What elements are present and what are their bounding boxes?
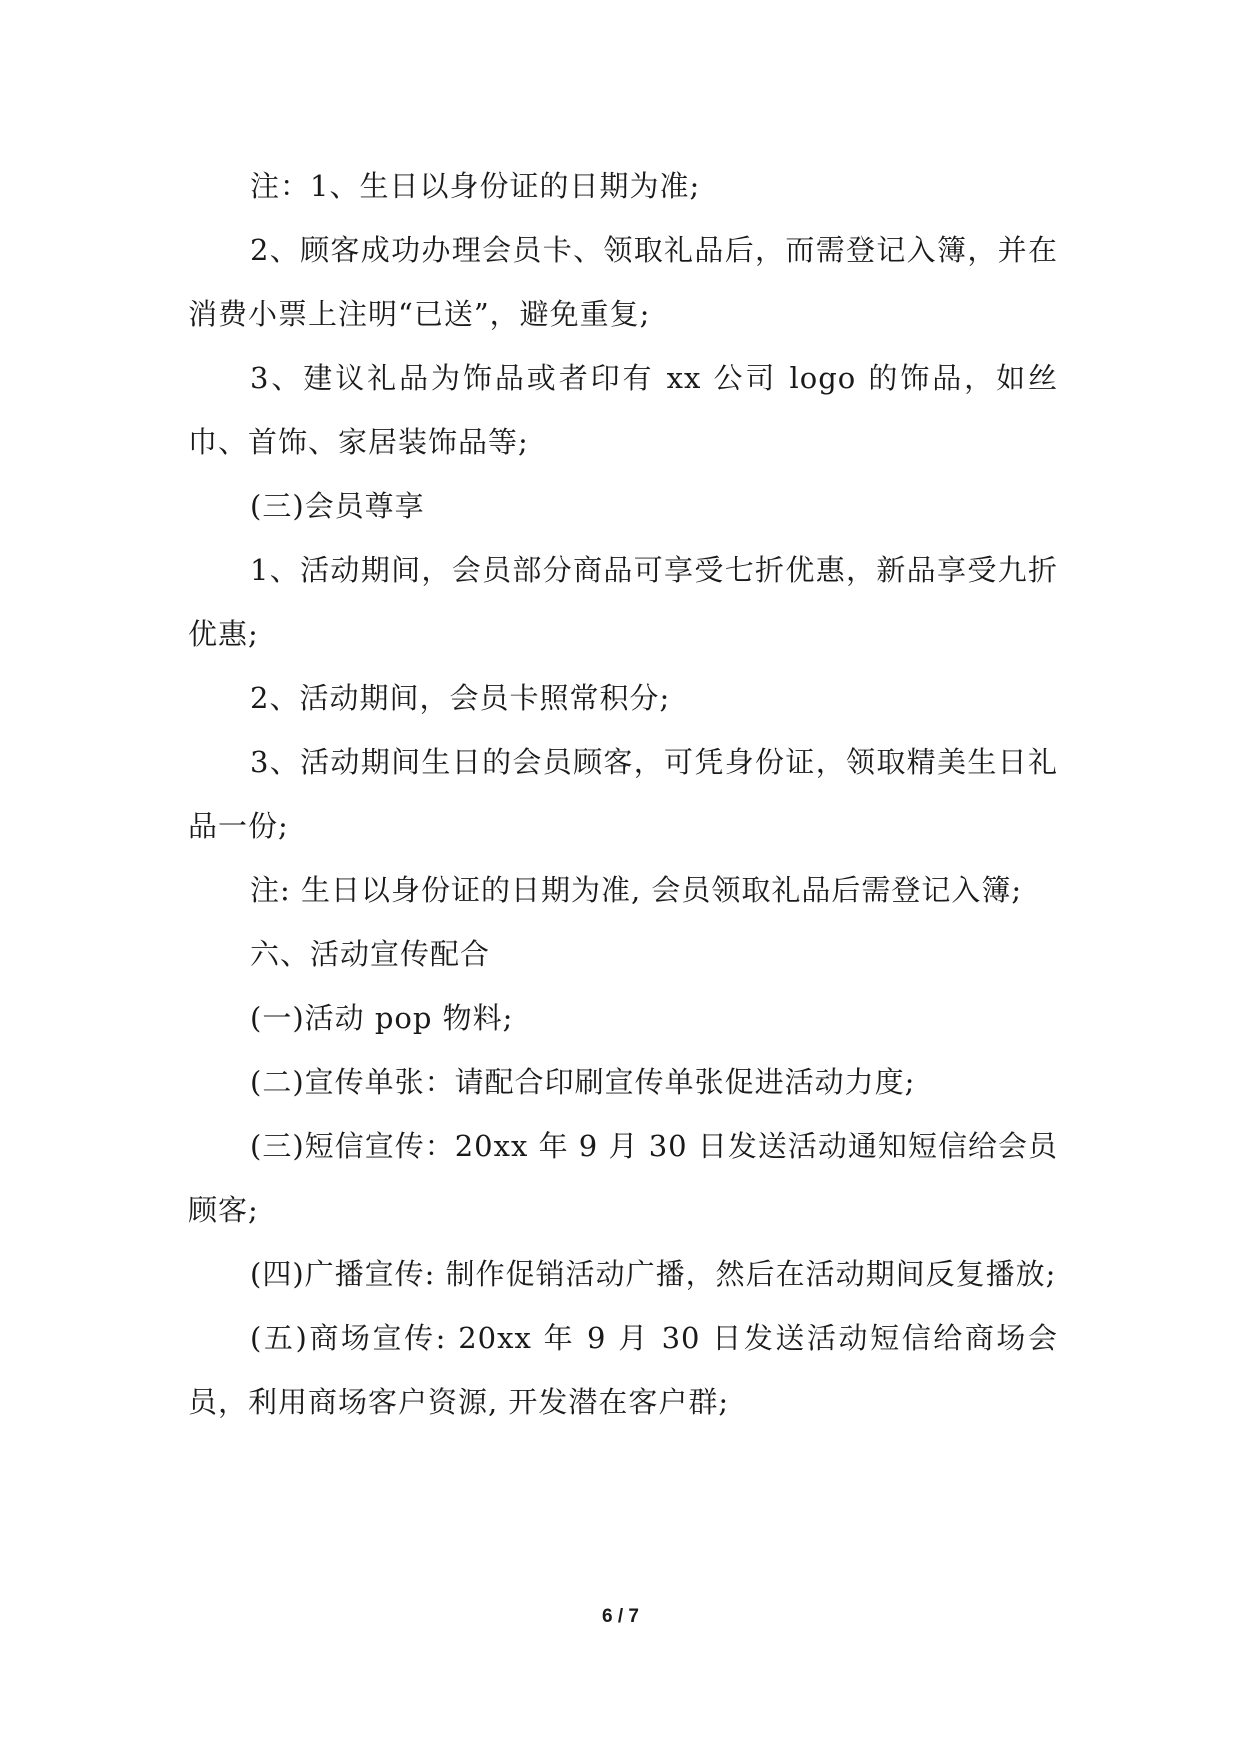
paragraph: 注：1、生日以身份证的日期为准; (250, 169, 701, 203)
paragraph: (二)宣传单张：请配合印刷宣传单张促进活动力度; (250, 1065, 916, 1099)
paragraph: (五)商场宣传: 20xx 年 9 月 30 日发送活动短信给商场会员，利用商场客户资源, 开发潜在客户群; (188, 1321, 1058, 1419)
paragraph: (四)广播宣传: 制作促销活动广播，然后在活动期间反复播放; (250, 1257, 1057, 1291)
paragraph: (三)短信宣传：20xx 年 9 月 30 日发送活动通知短信给会员顾客; (188, 1129, 1058, 1227)
paragraph: 3、活动期间生日的会员顾客，可凭身份证，领取精美生日礼品一份; (188, 745, 1058, 843)
paragraph: 2、顾客成功办理会员卡、领取礼品后，而需登记入簿，并在消费小票上注明“已送”，避免重复; (188, 233, 1058, 331)
paragraph: (一)活动 pop 物料; (250, 1001, 514, 1035)
paragraph: 3、建议礼品为饰品或者印有 xx 公司 logo 的饰品，如丝巾、首饰、家居装饰品等; (188, 361, 1058, 459)
page-number: 6 / 7 (602, 1606, 639, 1627)
paragraph: 1、活动期间，会员部分商品可享受七折优惠，新品享受九折优惠; (188, 553, 1058, 651)
paragraph: 2、活动期间，会员卡照常积分; (250, 681, 671, 715)
section-heading: (三)会员尊享 (250, 489, 425, 523)
paragraph: 注: 生日以身份证的日期为准, 会员领取礼品后需登记入簿; (250, 873, 1023, 907)
document-body (188, 154, 1058, 1434)
section-heading: 六、活动宣传配合 (250, 937, 491, 971)
